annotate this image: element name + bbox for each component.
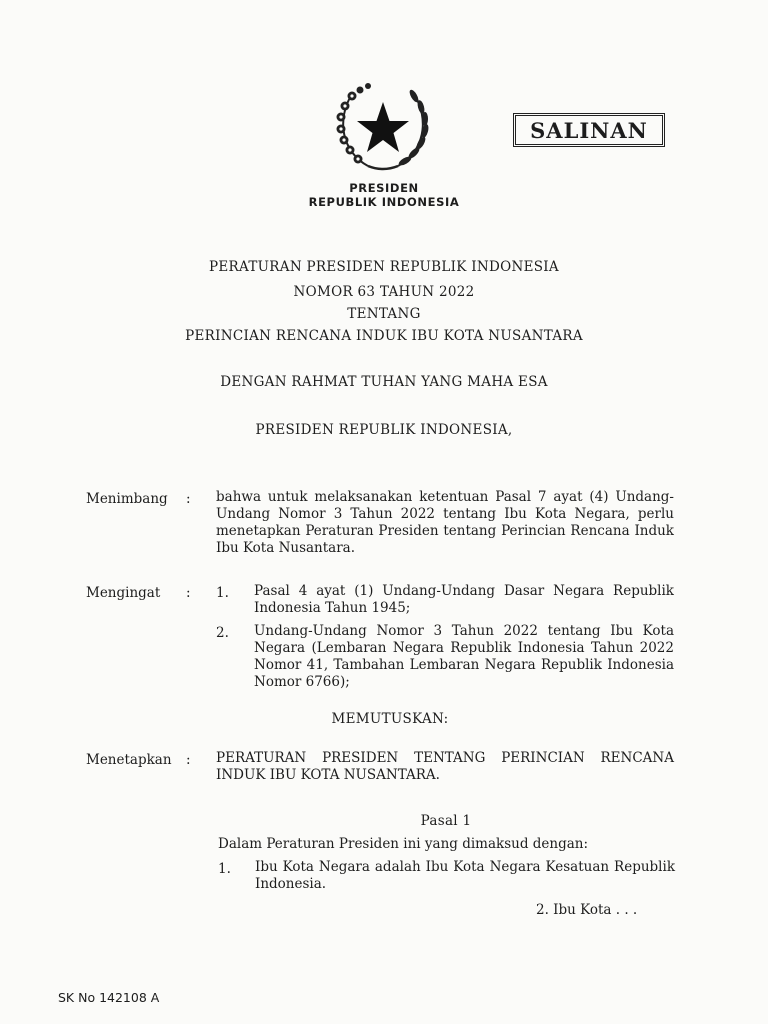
header-presiden: PRESIDEN <box>349 181 419 195</box>
footer-document-code: SK No 142108 A <box>58 990 160 1005</box>
page-continuation: 2. Ibu Kota . . . <box>536 902 638 918</box>
header-republik-indonesia: REPUBLIK INDONESIA <box>308 195 460 209</box>
salinan-stamp: SALINAN <box>513 113 665 147</box>
menimbang-colon: : <box>186 491 191 507</box>
menimbang-label: Menimbang <box>86 491 168 507</box>
menetapkan-label: Menetapkan <box>86 752 172 768</box>
title-line-4: PERINCIAN RENCANA INDUK IBU KOTA NUSANTARA <box>185 328 583 344</box>
mengingat-colon: : <box>186 585 191 601</box>
memutuskan-heading: MEMUTUSKAN: <box>331 711 449 727</box>
menetapkan-colon: : <box>186 752 191 768</box>
mengingat-item-number: 2. <box>216 625 229 641</box>
mengingat-label: Mengingat <box>86 585 161 601</box>
mengingat-item-text: Undang-Undang Nomor 3 Tahun 2022 tentang Ibu Kota Negara (Lembaran Negara Republik Indonesia Tahun 2022 Nomor 41, Tambahan Lembaran Negara Republik Indonesia Nomor 6766); <box>254 623 674 690</box>
mengingat-item-text: Pasal 4 ayat (1) Undang-Undang Dasar Negara Republik Indonesia Tahun 1945; <box>254 583 674 616</box>
pasal-1-item-text: Ibu Kota Negara adalah Ibu Kota Negara Kesatuan Republik Indonesia. <box>255 859 675 892</box>
preamble-president: PRESIDEN REPUBLIK INDONESIA, <box>255 422 513 438</box>
pasal-1-heading: Pasal 1 <box>420 813 472 829</box>
menimbang-text: bahwa untuk melaksanakan ketentuan Pasal 7 ayat (4) Undang-Undang Nomor 3 Tahun 2022 tentang Ibu Kota Negara, perlu menetapkan Peraturan Presiden tentang Perincian Rencana Induk Ibu Kota Nusantara. <box>216 489 674 556</box>
menetapkan-text: PERATURAN PRESIDEN TENTANG PERINCIAN RENCANA INDUK IBU KOTA NUSANTARA. <box>216 750 674 783</box>
preamble-rahmat: DENGAN RAHMAT TUHAN YANG MAHA ESA <box>220 374 548 390</box>
title-line-3: TENTANG <box>347 306 421 322</box>
garuda-star-emblem-icon <box>328 80 438 176</box>
mengingat-item-number: 1. <box>216 585 229 601</box>
pasal-1-intro: Dalam Peraturan Presiden ini yang dimaksud dengan: <box>218 836 589 852</box>
title-line-1: PERATURAN PRESIDEN REPUBLIK INDONESIA <box>209 259 559 275</box>
pasal-1-item-number: 1. <box>218 861 231 877</box>
title-line-2: NOMOR 63 TAHUN 2022 <box>293 284 475 300</box>
